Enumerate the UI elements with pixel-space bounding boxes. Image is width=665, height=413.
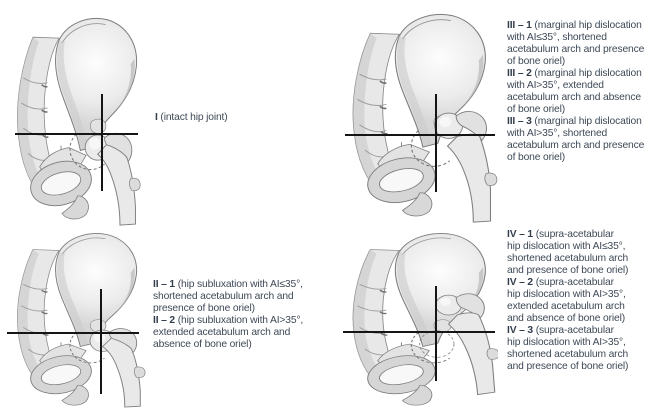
caption-line: hip dislocation with AI≤35°, — [507, 241, 626, 252]
caption-grade-3 — [507, 20, 663, 164]
grade-description: (supra-acetabular — [533, 277, 614, 288]
grade-term: IV – 3 — [507, 325, 534, 336]
caption-line: with AI>35°, extended — [507, 80, 604, 91]
caption-line: absence of bone oriel) — [153, 339, 252, 350]
caption-line — [507, 20, 663, 32]
caption-line: hip dislocation with AI>35°, — [507, 289, 626, 300]
caption-line — [507, 325, 663, 337]
caption-line: of bone oriel) — [507, 104, 566, 115]
grade-term: IV – 1 — [507, 229, 534, 240]
caption-line: acetabulum arch and absence — [507, 92, 641, 103]
caption-line — [507, 229, 663, 241]
crosshair-horizontal-line-grade-4 — [343, 331, 495, 333]
caption-line: hip dislocation with AI>35°, — [507, 337, 626, 348]
caption-line: and absence of bone oriel) — [507, 313, 626, 324]
caption-line: acetabulum arch and presence — [507, 140, 645, 151]
grade-description: (hip subluxation with AI>35°, — [175, 315, 304, 326]
caption-line: extended acetabulum arch — [507, 301, 625, 312]
caption-line: acetabulum arch and presence — [507, 44, 645, 55]
caption-line — [153, 315, 341, 327]
caption-line — [153, 279, 341, 291]
grade-term: I — [155, 112, 158, 123]
caption-line: presence of bone oriel) — [153, 303, 255, 314]
hip-sketch-grade-4-supra-acetabular-dislocation — [337, 228, 498, 412]
grade-description: (supra-acetabular — [533, 325, 614, 336]
caption-line: of bone oriel) — [507, 56, 566, 67]
grade-description: (intact hip joint) — [157, 112, 228, 123]
caption-line — [155, 112, 330, 124]
crosshair-horizontal-line-grade-3 — [345, 134, 495, 136]
caption-line: shortened acetabulum arch — [507, 253, 629, 264]
hip-sketch-grade-3-marginal-dislocation — [337, 8, 498, 224]
grade-term: IV – 2 — [507, 277, 534, 288]
crosshair-vertical-line-grade-1 — [101, 94, 103, 191]
grade-term: II – 2 — [153, 315, 175, 326]
caption-line: with AI>35°, shortened — [507, 128, 608, 139]
grade-term: III – 1 — [507, 20, 532, 31]
caption-grade-4 — [507, 229, 663, 373]
grade-description: (marginal hip dislocation — [531, 68, 642, 79]
caption-line: and presence of bone oriel) — [507, 361, 629, 372]
crosshair-vertical-line-grade-3 — [435, 94, 437, 192]
grade-description: (hip subluxation with AI≤35°, — [175, 279, 303, 290]
grade-term: II – 1 — [153, 279, 175, 290]
hip-sketch-grade-1-intact — [3, 12, 148, 227]
caption-line: shortened acetabulum arch — [507, 349, 629, 360]
hip-sketch-grade-2-subluxation — [3, 228, 148, 412]
crosshair-horizontal-line-grade-1 — [15, 133, 138, 135]
caption-line: extended acetabulum arch and — [153, 327, 291, 338]
caption-grade-2 — [153, 279, 341, 351]
caption-grade-1 — [155, 112, 330, 124]
grade-term: III – 2 — [507, 68, 532, 79]
crosshair-vertical-line-grade-4 — [435, 286, 437, 381]
grade-description: (marginal hip dislocation — [531, 20, 642, 31]
caption-line: shortened acetabulum arch and — [153, 291, 294, 302]
caption-line — [507, 277, 663, 289]
caption-line: with AI≤35°, shortened — [507, 32, 607, 43]
crosshair-horizontal-line-grade-2 — [7, 332, 139, 334]
caption-line: and presence of bone oriel) — [507, 265, 629, 276]
caption-line — [507, 116, 663, 128]
grade-description: (marginal hip dislocation — [531, 116, 642, 127]
caption-line: of bone oriel) — [507, 152, 566, 163]
caption-line — [507, 68, 663, 80]
grade-term: III – 3 — [507, 116, 532, 127]
crosshair-vertical-line-grade-2 — [100, 289, 102, 394]
grade-description: (supra-acetabular — [533, 229, 614, 240]
